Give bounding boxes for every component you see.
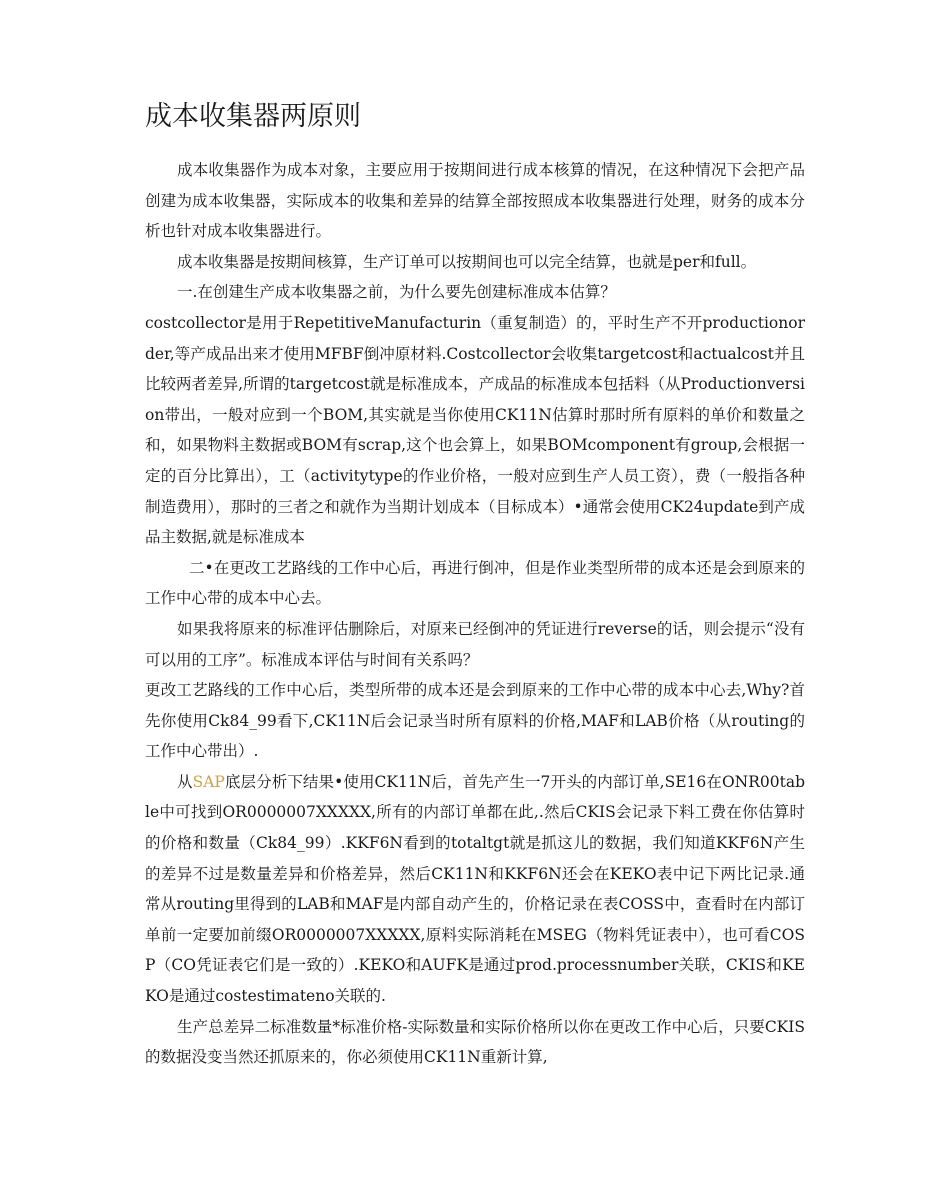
- paragraph-cost-collector: costcollector是用于RepetitiveManufacturin（重复制造）的，平时生产不开productionorder,等产成品出来才使用MFBF倒冲原材料.Costcollector会收集targetcost和actualcost并且比较两者差异,所谓的targetcost就是标准成本，产成品的标准成本包括料（从Productionversion带出，一般对应到一个BOM,其实就是当你使用CK11N估算时那时所有原料的单价和数量之和，如果物料主数据或BOM有scrap,这个也会算上，如果BOMcomponent有group,会根据一定的百分比算出），工（activitytype的作业价格，一般对应到生产人员工资），费（一般指各种制造费用），那时的三者之和就作为当期计划成本（目标成本）•通常会使用CK24update到产成品主数据,就是标准成本: [145, 313, 805, 547]
- sap-highlight: SAP: [192, 772, 225, 791]
- paragraph-sap-analysis: [145, 767, 805, 1012]
- heading-question-one: 一.在创建生产成本收集器之前，为什么要先创建标准成本估算？: [177, 283, 616, 302]
- heading-question-two: 二•在更改工艺路线的工作中心后，再进行倒冲，但是作业类型所带的成本还是会到原来的工作中心带的成本中心去。: [145, 558, 805, 608]
- text-segment: 底层分析下结果•使用CK11N后，首先产生一7开头的内部订单,SE16在ONR00table中可找到OR0000007XXXXX,所有的内部订单都在此,.然后CKIS会记录下料工费在你估算时的价格和数量（Ck84_99）.KKF6N看到的totaltgt就是抓这儿的数据，我们知道KKF6N产生的差异不过是数量差异和价格差异，然后CK11N和KKF6N还会在KEKO表中记下两比记录.通常从routing里得到的LAB和MAF是内部自动产生的，价格记录在表COSS中，查看时在内部订单前一定要加前缀OR0000007XXXXX,原料实际消耗在MSEG（物料凭证表中），也可看COSP（CO凭证表它们是一致的）.KEKO和AUFK是通过prod.processnumber关联，CKIS和KEKO是通过costestimateno关联的.: [145, 772, 805, 1006]
- document-title: 成本收集器两原则: [145, 101, 361, 132]
- document-body: [145, 155, 805, 1073]
- text-segment: 从: [177, 772, 193, 791]
- paragraph-settlement: 成本收集器是按期间核算，生产订单可以按期间也可以完全结算，也就是per和full。: [177, 252, 757, 271]
- paragraph-total-variance: 生产总差异二标准数量*标准价格-实际数量和实际价格所以你在更改工作中心后，只要CKIS的数据没变当然还抓原来的，你必须使用CK11N重新计算,: [145, 1017, 805, 1067]
- paragraph-reverse: 如果我将原来的标准评估删除后，对原来已经倒冲的凭证进行reverse的话，则会提示“没有可以用的工序”。标准成本评估与时间有关系吗？: [145, 619, 805, 669]
- paragraph-routing: 更改工艺路线的工作中心后，类型所带的成本还是会到原来的工作中心带的成本中心去,Why?首先你使用Ck84_99看下,CK11N后会记录当时所有原料的价格,MAF和LAB价格（从routing的工作中心带出）.: [145, 681, 805, 761]
- paragraph-intro: 成本收集器作为成本对象，主要应用于按期间进行成本核算的情况，在这种情况下会把产品创建为成本收集器，实际成本的收集和差异的结算全部按照成本收集器进行处理，财务的成本分析也针对成本收集器进行。: [145, 161, 805, 241]
